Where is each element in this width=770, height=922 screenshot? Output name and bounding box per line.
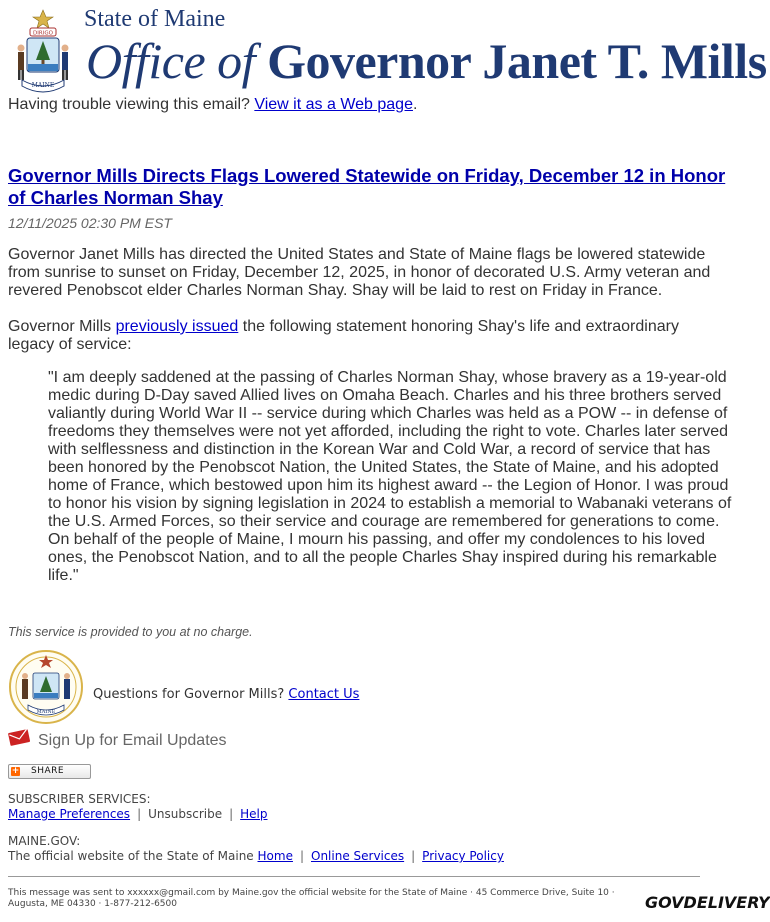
article-title-link[interactable]: Governor Mills Directs Flags Lowered Statewide on Friday, December 12 in Honor of Charles Norman Shay bbox=[8, 165, 726, 208]
footer-divider bbox=[8, 876, 700, 877]
help-link[interactable]: Help bbox=[240, 807, 268, 821]
header-governor-name: Governor Janet T. Mills bbox=[267, 33, 767, 89]
separator: | bbox=[299, 849, 304, 863]
manage-preferences-link[interactable]: Manage Preferences bbox=[8, 807, 131, 821]
envelope-icon[interactable] bbox=[8, 728, 30, 746]
view-trouble-line bbox=[8, 96, 417, 114]
maine-gov-label: MAINE.GOV: bbox=[8, 834, 81, 848]
trouble-text: Having trouble viewing this email? bbox=[8, 96, 255, 113]
questions-text: Questions for Governor Mills? bbox=[93, 687, 289, 702]
online-services-link[interactable]: Online Services bbox=[311, 849, 405, 863]
service-note: This service is provided to you at no charge. bbox=[8, 625, 253, 639]
privacy-policy-link[interactable]: Privacy Policy bbox=[422, 849, 504, 863]
signup-email-updates-link[interactable]: Sign Up for Email Updates bbox=[38, 732, 227, 749]
maine-seal-icon bbox=[10, 8, 76, 92]
questions-contact-line bbox=[93, 687, 359, 702]
article-paragraph-2 bbox=[8, 318, 728, 354]
separator: | bbox=[411, 849, 416, 863]
svg-text:MAINE: MAINE bbox=[31, 82, 55, 89]
svg-text:MAINE: MAINE bbox=[36, 709, 56, 715]
footer-message: This message was sent to xxxxxx@gmail.com by Maine.gov the official website for the State of Maine · 45 Commerce Drive, Suite 10 · Augusta, ME 04330 · 1-877-212-6500 bbox=[8, 888, 615, 909]
header-office-word: Office of bbox=[86, 33, 256, 89]
separator: | bbox=[229, 807, 234, 821]
subscriber-links bbox=[8, 807, 268, 821]
article-datetime: 12/11/2025 02:30 PM EST bbox=[8, 215, 172, 231]
share-plus-icon: + bbox=[11, 766, 20, 776]
para2-after: the following statement honoring Shay's life and extraordinary legacy of service: bbox=[8, 318, 679, 353]
previously-issued-link[interactable]: previously issued bbox=[115, 318, 239, 335]
contact-us-link[interactable]: Contact Us bbox=[288, 687, 360, 702]
separator: | bbox=[137, 807, 142, 821]
maine-gov-links bbox=[8, 849, 504, 863]
subscriber-services-label: SUBSCRIBER SERVICES: bbox=[8, 792, 151, 806]
govdelivery-logo[interactable]: GOVDELIVERY bbox=[645, 893, 770, 912]
article-paragraph-1: Governor Janet Mills has directed the United States and State of Maine flags be lowered statewide from sunrise to sunset on Friday, December 12, 2025, in honor of decorated U.S. Army veteran and revered Penobscot elder Charles Norman Shay. Shay will be laid to rest on Friday in France. bbox=[8, 246, 711, 299]
article-title bbox=[8, 165, 728, 209]
view-as-web-page-link[interactable]: View it as a Web page bbox=[254, 96, 413, 113]
governor-quote: "I am deeply saddened at the passing of Charles Norman Shay, whose bravery as a 19-year-old medic during D-Day saved Allied lives on Omaha Beach. Charles and his three brothers served valiantly during World War II -- service during which Charles was held as a POW -- in defense of freedoms they themselves were not yet afforded, including the right to vote. Charles later served with selflessness and distinction in the Korean War and Cold War, a record of service that has been honored by the Penobscot Nation, the United States, the State of Maine, and his adopted home of France, which bestowed upon him its highest award -- the Legion of Honor. I was proud to honor his vision by signing legislation in 2024 to establish a memorial to Wabanaki veterans of the U.S. Armed Forces, so their service and courage are remembered for generations to come. On behalf of the people of Maine, I mourn his passing, and offer my condolences to his loved ones, the Penobscot Nation, and to all the people Charles Shay inspired during his remarkable life." bbox=[48, 369, 732, 584]
footer-seal-icon bbox=[8, 649, 86, 725]
header-state-line: State of Maine bbox=[84, 6, 226, 32]
svg-text:DIRIGO: DIRIGO bbox=[33, 30, 53, 37]
share-label: SHARE bbox=[31, 766, 65, 776]
trouble-suffix: . bbox=[412, 96, 418, 113]
para2-before: Governor Mills bbox=[8, 318, 116, 335]
share-button[interactable] bbox=[8, 764, 91, 779]
home-link[interactable]: Home bbox=[257, 849, 293, 863]
official-site-text: The official website of the State of Maine bbox=[8, 849, 258, 863]
header-governor-title bbox=[86, 32, 767, 90]
unsubscribe-link[interactable]: Unsubscribe bbox=[148, 807, 223, 821]
